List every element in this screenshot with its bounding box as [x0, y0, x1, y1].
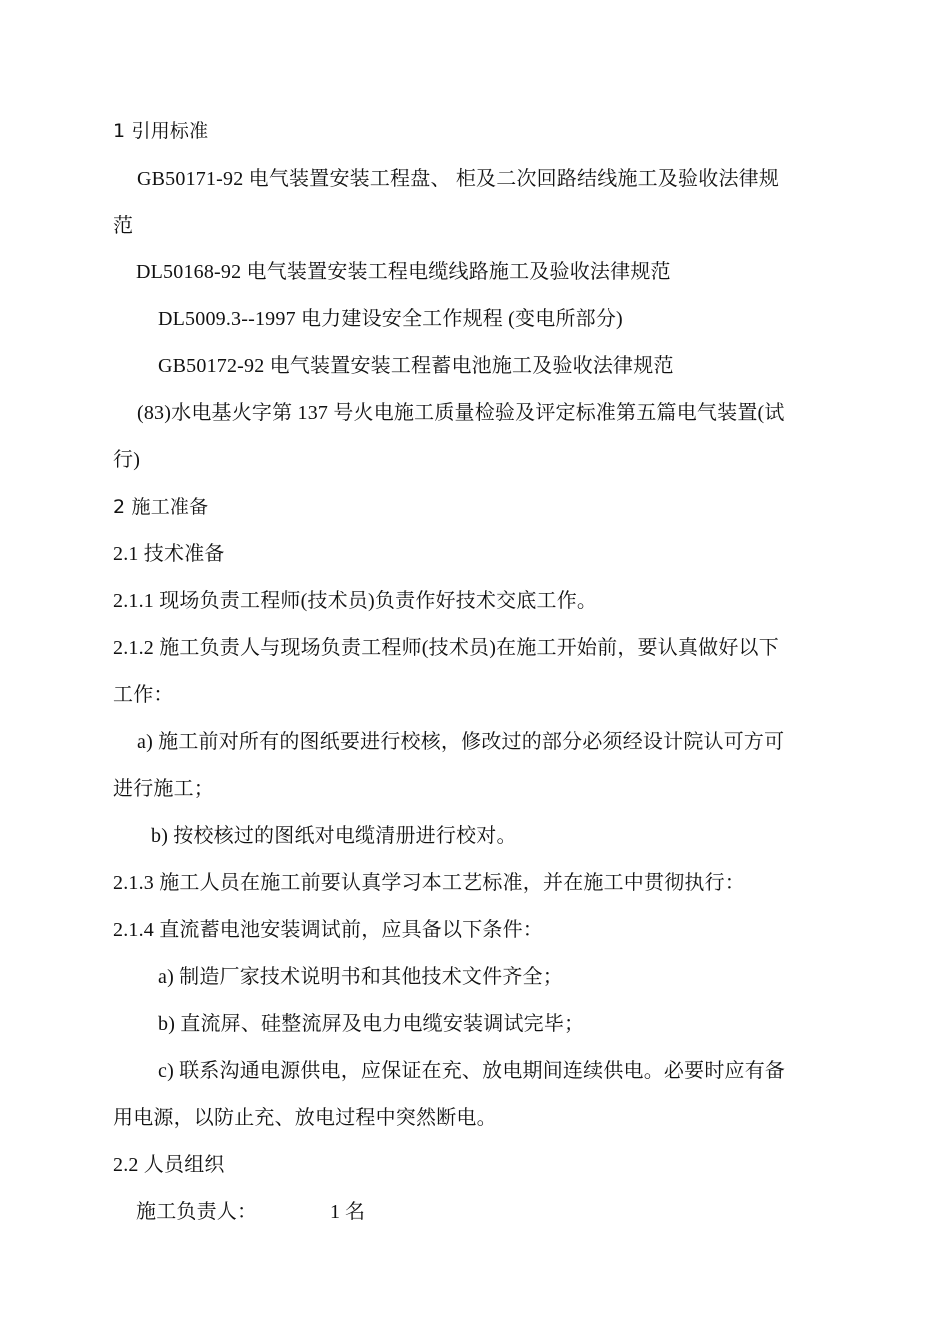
staff-label: 施工负责人：	[136, 1201, 258, 1223]
paragraph-2-1-2-line-2: 工作：	[113, 684, 174, 706]
subsection-2-1-heading: 2.1 技术准备	[113, 543, 225, 565]
condition-c-line-2: 用电源，以防止充、放电过程中突然断电。	[113, 1107, 497, 1129]
item-a-line-2: 进行施工；	[113, 778, 214, 800]
subsection-2-2-heading: 2.2 人员组织	[113, 1154, 225, 1176]
section-2-heading: 2 施工准备	[113, 496, 209, 518]
condition-c-line-1: c) 联系沟通电源供电，应保证在充、放电期间连续供电。必要时应有备	[158, 1060, 786, 1082]
paragraph-2-1-4: 2.1.4 直流蓄电池安装调试前，应具备以下条件：	[113, 919, 543, 941]
staff-count: 1 名	[330, 1201, 365, 1223]
standard-item-1-line-1: GB50171-92 电气装置安装工程盘、 柜及二次回路结线施工及验收法律规	[137, 168, 780, 190]
condition-a: a) 制造厂家技术说明书和其他技术文件齐全；	[158, 966, 563, 988]
paragraph-2-1-2-line-1: 2.1.2 施工负责人与现场负责工程师(技术员)在施工开始前，要认真做好以下	[113, 637, 779, 659]
standard-item-2: DL50168-92 电气装置安装工程电缆线路施工及验收法律规范	[136, 261, 671, 283]
condition-b: b) 直流屏、硅整流屏及电力电缆安装调试完毕；	[158, 1013, 585, 1035]
standard-item-3: DL5009.3--1997 电力建设安全工作规程 (变电所部分)	[158, 308, 623, 330]
paragraph-2-1-3: 2.1.3 施工人员在施工前要认真学习本工艺标准，并在施工中贯彻执行：	[113, 872, 745, 894]
section-1-heading: 1 引用标准	[113, 120, 209, 142]
standard-item-1-line-2: 范	[113, 215, 134, 237]
standard-item-5-line-1: (83)水电基火字第 137 号火电施工质量检验及评定标准第五篇电气装置(试	[137, 402, 785, 424]
standard-item-4: GB50172-92 电气装置安装工程蓄电池施工及验收法律规范	[158, 355, 674, 377]
paragraph-2-1-1: 2.1.1 现场负责工程师(技术员)负责作好技术交底工作。	[113, 590, 598, 612]
item-b: b) 按校核过的图纸对电缆清册进行校对。	[151, 825, 517, 847]
item-a-line-1: a) 施工前对所有的图纸要进行校核，修改过的部分必须经设计院认可方可	[137, 731, 785, 753]
standard-item-5-line-2: 行)	[113, 449, 141, 471]
